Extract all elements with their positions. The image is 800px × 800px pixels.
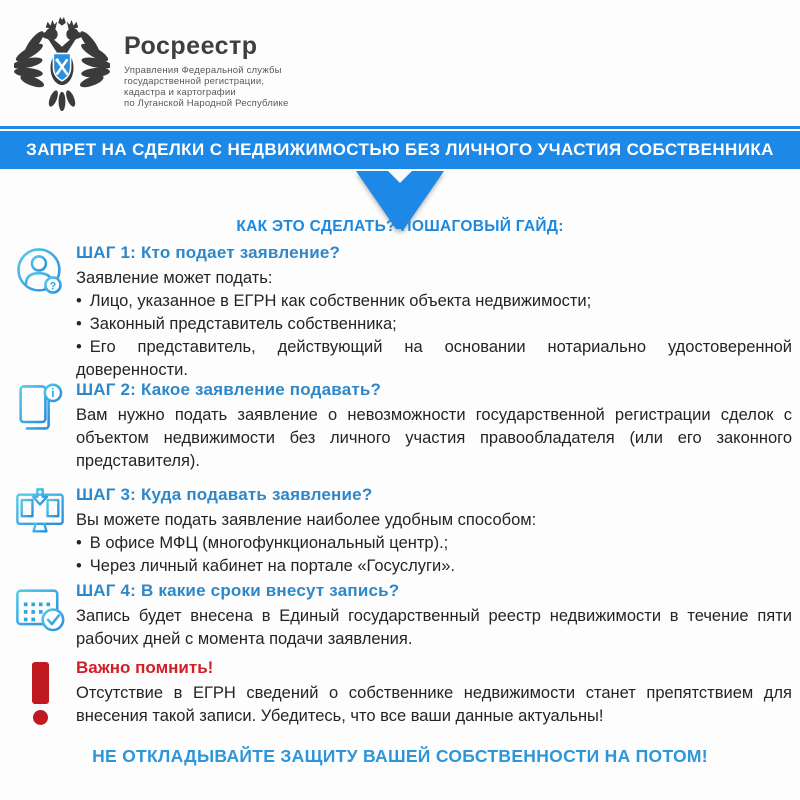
step-1-bullet <box>76 313 792 336</box>
bullet-text: Его представитель, действующий на основании нотариально удостоверенной доверенности. <box>76 338 792 379</box>
step-3-content <box>76 485 792 578</box>
step-1-title: ШАГ 1: Кто подает заявление? <box>76 243 341 262</box>
step-1-bullet <box>76 290 792 313</box>
important-body: Отсутствие в ЕГРН сведений о собственнике недвижимости станет препятствием для внесения такой записи. Убедитесь, что все ваши данные актуальны! <box>76 684 792 725</box>
bullet-dot: • <box>76 534 82 552</box>
important-content <box>76 658 792 728</box>
bullet-dot: • <box>76 557 82 575</box>
exclamation-bar <box>32 662 49 704</box>
org-subtitle-line: кадастра и картографии <box>124 87 236 98</box>
info-glyph: i <box>51 386 55 401</box>
step-2-body: Вам нужно подать заявление о невозможности государственной регистрации сделок с объектом недвижимости без личного участия правообладателя (или его законного представителя). <box>76 406 792 470</box>
rosreestr-eagle-logo <box>14 12 110 116</box>
bullet-dot: • <box>76 338 82 356</box>
exclamation-dot <box>33 710 48 725</box>
exclamation-icon <box>12 658 68 725</box>
title-banner <box>0 131 800 169</box>
guide-title: КАК ЭТО СДЕЛАТЬ? ПОШАГОВЫЙ ГАЙД: <box>236 218 564 235</box>
eagle-shield <box>53 53 70 80</box>
org-subtitle-line: Управления Федеральной службы <box>124 65 282 76</box>
org-subtitle <box>124 65 288 109</box>
step-4 <box>12 581 792 651</box>
step-4-content <box>76 581 792 651</box>
banner-top-strip <box>0 126 800 129</box>
brand-header <box>14 12 288 116</box>
step-1 <box>12 243 792 382</box>
step-1-content <box>76 243 792 382</box>
footer-cta: НЕ ОТКЛАДЫВАЙТЕ ЗАЩИТУ ВАШЕЙ СОБСТВЕННОСТИ НА ПОТОМ! <box>92 746 708 766</box>
step-3-title: ШАГ 3: Куда подавать заявление? <box>76 485 373 504</box>
step-2-content <box>76 380 792 473</box>
bullet-text: Через личный кабинет на портале «Госуслуги». <box>89 557 455 575</box>
step-2 <box>12 380 792 473</box>
document-info-icon <box>12 380 68 436</box>
step-3-intro: Вы можете подать заявление наиболее удобным способом: <box>76 511 537 529</box>
important-title: Важно помнить! <box>76 658 214 677</box>
step-1-bullet <box>76 336 792 382</box>
step-1-intro: Заявление может подать: <box>76 269 273 287</box>
step-4-body: Запись будет внесена в Единый государственный реестр недвижимости в течение пяти рабочих дней с момента подачи заявления. <box>76 607 792 648</box>
bullet-text: Лицо, указанное в ЕГРН как собственник объекта недвижимости; <box>89 292 592 310</box>
bullet-dot: • <box>76 315 82 333</box>
monitor-download-icon <box>12 485 68 541</box>
org-subtitle-line: по Луганской Народной Республике <box>124 98 289 109</box>
org-subtitle-line: государственной регистрации, <box>124 76 265 87</box>
brand-text <box>124 12 288 109</box>
step-4-title: ШАГ 4: В какие сроки внесут запись? <box>76 581 400 600</box>
step-3-bullet <box>76 555 792 578</box>
banner-title: ЗАПРЕТ НА СДЕЛКИ С НЕДВИЖИМОСТЬЮ БЕЗ ЛИЧНОГО УЧАСТИЯ СОБСТВЕННИКА <box>26 140 774 159</box>
person-question-icon <box>12 243 68 299</box>
bullet-text: В офисе МФЦ (многофункциональный центр).; <box>89 534 449 552</box>
bullet-dot: • <box>76 292 82 310</box>
question-glyph: ? <box>49 280 57 293</box>
bullet-text: Законный представитель собственника; <box>89 315 397 333</box>
step-3 <box>12 485 792 578</box>
org-name: Росреестр <box>124 32 258 60</box>
step-3-bullet <box>76 532 792 555</box>
important-note <box>12 658 792 728</box>
step-2-title: ШАГ 2: Какое заявление подавать? <box>76 380 382 399</box>
calendar-check-icon <box>12 581 68 637</box>
